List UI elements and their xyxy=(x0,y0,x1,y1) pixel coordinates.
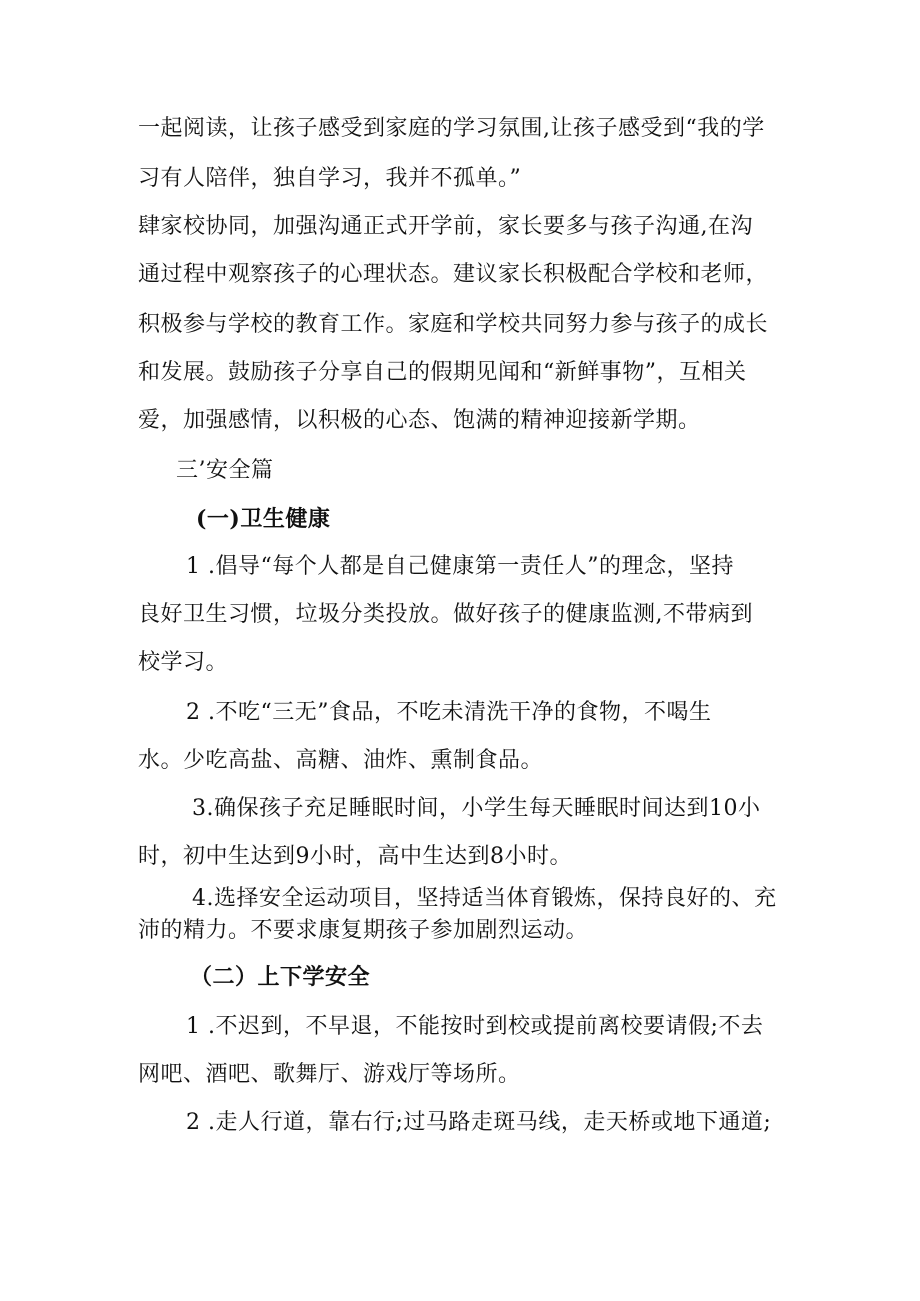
paragraph-line: 爱，加强感情，以积极的心态、饱满的精神迎接新学期。 xyxy=(138,408,701,433)
section-heading: 三’安全篇 xyxy=(176,458,274,483)
paragraph-line: 沛的精力。不要求康复期孩子参加剧烈运动。 xyxy=(138,918,589,943)
list-item-line: 4.选择安全运动项目，坚持适当体育锻炼，保持良好的、充 xyxy=(192,886,777,911)
paragraph-line: 良好卫生习惯，垃圾分类投放。做好孩子的健康监测,不带病到 xyxy=(138,602,753,627)
list-item-line: 1 .倡导“每个人都是自己健康第一责任人”的理念，坚持 xyxy=(186,554,734,579)
subsection-heading: （二）上下学安全 xyxy=(190,964,371,990)
paragraph-line: 习有人陪伴，独自学习，我并不孤单。” xyxy=(138,166,522,191)
list-item-line: 1 .不迟到，不早退，不能按时到校或提前离校要请假;不去 xyxy=(186,1014,764,1039)
paragraph-line: 通过程中观察孩子的心理状态。建议家长积极配合学校和老师， xyxy=(138,262,769,287)
paragraph-line: 网吧、酒吧、歌舞厅、游戏厅等场所。 xyxy=(138,1062,521,1087)
paragraph-line: 一起阅读，让孩子感受到家庭的学习氛围,让孩子感受到“我的学 xyxy=(138,116,765,141)
list-item-line: 2 .走人行道，靠右行;过马路走斑马线，走天桥或地下通道; xyxy=(186,1110,772,1135)
paragraph-line: 校学习。 xyxy=(138,650,229,675)
paragraph-line: 肆家校协同，加强沟通正式开学前，家长要多与孩子沟通,在沟 xyxy=(138,214,753,239)
list-item-line: 2 .不吃“三无”食品，不吃未清洗干净的食物，不喝生 xyxy=(186,700,712,725)
subsection-heading: (一)卫生健康 xyxy=(196,506,331,532)
paragraph-line: 水。少吃高盐、高糖、油炸、熏制食品。 xyxy=(138,748,544,773)
list-item-line: 3.确保孩子充足睡眠时间，小学生每天睡眠时间达到10小 xyxy=(192,796,761,821)
paragraph-line: 时，初中生达到9小时，高中生达到8小时。 xyxy=(138,844,572,869)
paragraph-line: 积极参与学校的教育工作。家庭和学校共同努力参与孩子的成长 xyxy=(138,312,769,337)
paragraph-line: 和发展。鼓励孩子分享自己的假期见闻和“新鲜事物”，互相关 xyxy=(138,360,747,385)
